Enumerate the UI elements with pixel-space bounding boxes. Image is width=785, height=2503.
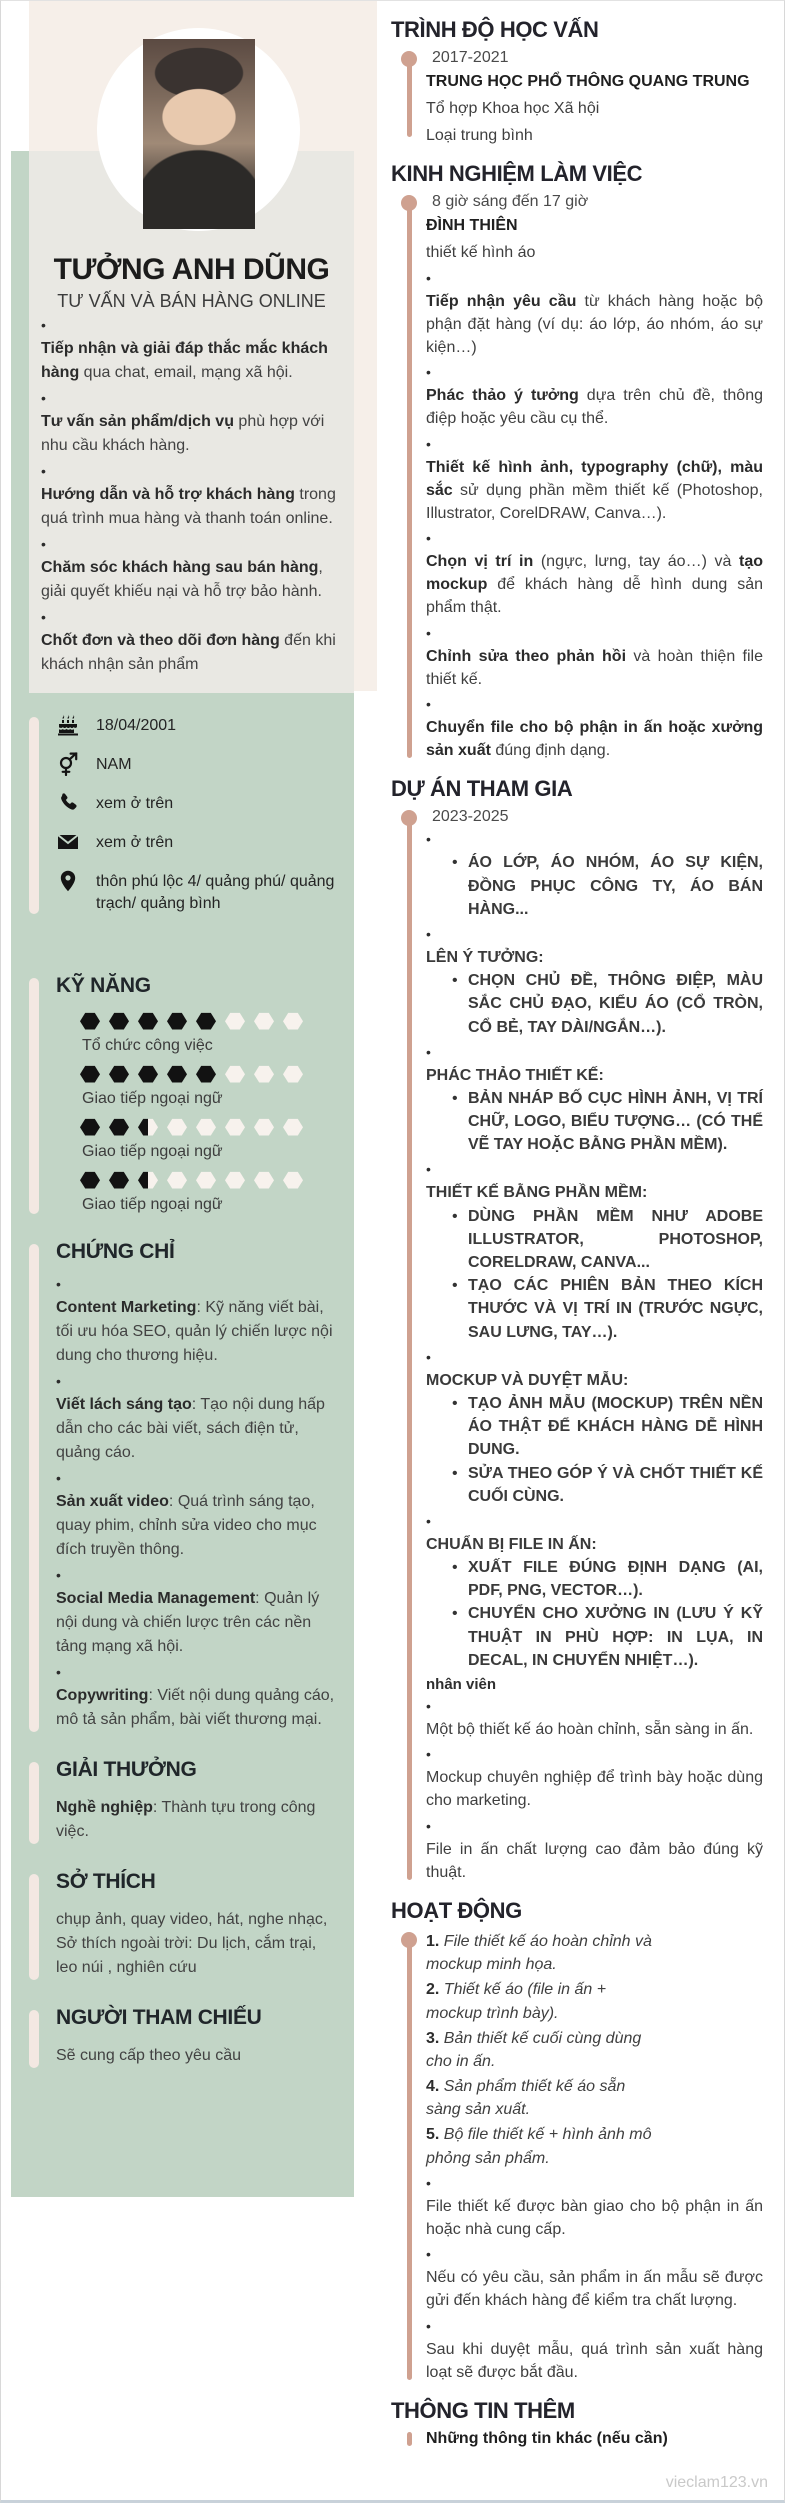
text-run: (ngực, lưng, tay áo…) và xyxy=(533,553,740,571)
skill-dot xyxy=(167,1065,187,1083)
list-item xyxy=(426,435,763,526)
list-item xyxy=(426,1817,763,1884)
bullet-marker: • xyxy=(41,317,46,333)
email-icon xyxy=(56,830,80,854)
hobbies-section xyxy=(29,1870,354,1980)
education-detail: Tổ hợp Khoa học Xã hội xyxy=(426,100,600,117)
bullet-marker: • xyxy=(56,1567,61,1584)
timeline-line xyxy=(407,818,412,1880)
project-output: Mockup chuyên nghiệp để trình bày hoặc dùng cho marketing. xyxy=(426,1769,763,1810)
activities-heading: HOẠT ĐỘNG xyxy=(391,1897,522,1923)
bullet-marker: • xyxy=(426,1746,431,1763)
text-run: Nghề nghiệp xyxy=(56,1799,153,1817)
bullet-marker: • xyxy=(426,831,431,848)
skill-dot xyxy=(138,1065,158,1083)
text-run: Bản thiết kế cuối cùng dùng cho in ấn. xyxy=(426,2029,642,2070)
more-info-heading: THÔNG TIN THÊM xyxy=(391,2397,575,2423)
project-sub-item: • ÁO LỚP, ÁO NHÓM, ÁO SỰ KIỆN, ĐỒNG PHỤC CÔNG TY, ÁO BÁN HÀNG... xyxy=(452,851,763,921)
projects-heading: DỰ ÁN THAM GIA xyxy=(391,776,573,802)
activities-section xyxy=(391,1930,763,2384)
skill-dot xyxy=(225,1065,245,1083)
contact-row xyxy=(56,713,338,737)
text-run: sử dụng phần mềm thiết kế (Photoshop, Illustrator, CorelDRAW, Canva…). xyxy=(426,481,763,522)
contact-row xyxy=(56,791,338,815)
list-item xyxy=(56,1375,338,1465)
list-item xyxy=(56,1569,338,1659)
more-info-section xyxy=(391,2430,763,2448)
contact-row xyxy=(56,830,338,854)
bullet-marker: • xyxy=(426,435,431,452)
text-run: phù hợp với nhu cầu khách hàng. xyxy=(41,413,325,454)
numbered-item xyxy=(426,2123,658,2169)
project-group-lead: THIẾT KẾ BẰNG PHẦN MỀM: xyxy=(426,1184,648,1202)
skill-dot xyxy=(196,1118,216,1136)
text-run: Chọn vị trí in xyxy=(426,553,534,571)
skill-dot xyxy=(225,1012,245,1030)
location-pin-icon xyxy=(56,869,80,893)
item-number: 2. xyxy=(426,1981,440,1999)
text-run: tạo mockup xyxy=(426,553,764,594)
skill-dot xyxy=(138,1012,158,1030)
text-run: đến khi khách nhận sản phẩm xyxy=(41,632,336,673)
timeline-dot xyxy=(401,195,417,211)
skill-label: Giao tiếp ngoại ngữ xyxy=(82,1143,223,1161)
list-item xyxy=(426,624,764,691)
text-run: Phác thảo ý tưởng xyxy=(426,387,579,405)
skill-dot xyxy=(196,1065,216,1083)
bullet-marker: • xyxy=(426,269,431,286)
timeline-line xyxy=(407,59,412,137)
bullet-marker: • xyxy=(426,1348,431,1365)
skill-dot xyxy=(254,1012,274,1030)
list-item xyxy=(41,465,338,531)
list-item xyxy=(41,538,338,604)
text-run: : Kỹ năng viết bài, tối ưu hóa SEO, quản lý chiến lược nội dung cho thương hiệu. xyxy=(56,1299,333,1365)
certificates-heading: CHỨNG CHỈ xyxy=(56,1240,175,1264)
text-run: trong quá trình mua hàng và thanh toán online. xyxy=(41,486,336,527)
skill-label: Giao tiếp ngoại ngữ xyxy=(82,1196,223,1214)
text-run: Tiếp nhận và giải đáp thắc mắc khách hàng xyxy=(41,340,328,381)
skill-row xyxy=(80,1065,338,1108)
bullet-marker: • xyxy=(426,925,431,942)
item-number: 1. xyxy=(426,1932,440,1950)
timeline-dot xyxy=(401,810,417,826)
skill-dot xyxy=(254,1118,274,1136)
text-run: qua chat, email, mạng xã hội. xyxy=(79,364,293,381)
list-item xyxy=(426,366,763,430)
skills-section xyxy=(29,974,354,1214)
skill-dot xyxy=(109,1171,129,1189)
list-item xyxy=(426,1748,763,1812)
text-run: : Quá trình sáng tạo, quay phim, chỉnh sửa video cho mục đích truyền thông. xyxy=(56,1493,317,1559)
project-group-lead: LÊN Ý TƯỞNG: xyxy=(426,948,544,966)
skill-dot xyxy=(167,1171,187,1189)
bullet-marker: • xyxy=(56,1276,61,1293)
candidate-name: TƯỞNG ANH DŨNG xyxy=(53,253,330,286)
bullet-marker: • xyxy=(41,390,46,406)
email-value: xem ở trên xyxy=(96,834,174,851)
certificates-section xyxy=(29,1240,354,1732)
item-number: 3. xyxy=(426,2029,440,2047)
experience-company: ĐÌNH THIÊN xyxy=(426,217,518,235)
skill-label: Tổ chức công việc xyxy=(82,1037,213,1055)
text-run: Chăm sóc khách hàng sau bán hàng xyxy=(41,559,319,576)
skill-dot xyxy=(138,1118,158,1136)
projects-period: 2023-2025 xyxy=(432,808,509,826)
timeline-dot xyxy=(401,51,417,67)
gender-value: NAM xyxy=(96,756,132,773)
text-run: Chỉnh sửa theo phản hồi xyxy=(426,647,627,665)
text-run: Hướng dẫn và hỗ trợ khách hàng xyxy=(41,486,295,503)
project-group xyxy=(426,925,763,1039)
education-period: 2017-2021 xyxy=(432,49,509,66)
experience-time: 8 giờ sáng đến 17 giờ xyxy=(432,193,589,211)
bullet-marker: • xyxy=(426,1043,431,1060)
project-sub-item: • DÙNG PHẦN MỀM NHƯ ADOBE ILLUSTRATOR, PHOTOSHOP, CORELDRAW, CANVA... xyxy=(452,1205,763,1275)
skill-dot xyxy=(80,1065,100,1083)
list-item xyxy=(41,392,338,458)
project-sub-item: • CHUYỂN CHO XƯỞNG IN (LƯU Ý KỸ THUẬT IN PHÙ HỢP: IN LỤA, IN DECAL, IN CHUYỂN NHIỆT…). xyxy=(452,1602,763,1672)
skill-dot xyxy=(225,1118,245,1136)
skill-dot xyxy=(167,1118,187,1136)
text-run: : Tạo nội dung hấp dẫn cho các bài viết, sách điện tử, quảng cáo. xyxy=(56,1396,325,1462)
skill-dot xyxy=(283,1012,303,1030)
project-sub-item: • BẢN NHÁP BỐ CỤC HÌNH ẢNH, VỊ TRÍ CHỮ, LOGO, BIỂU TƯỢNG… (CÓ THỂ VẼ TAY HOẶC BẰNG PHẦN MỀM). xyxy=(452,1087,763,1157)
timeline-line xyxy=(407,203,412,758)
bullet-marker: • xyxy=(56,1373,61,1390)
bullet-marker: • xyxy=(426,2317,431,2334)
bullet-marker: • xyxy=(426,624,431,641)
text-run: Content Marketing xyxy=(56,1299,197,1317)
project-group xyxy=(426,1512,763,1672)
project-group-lead: PHÁC THẢO THIẾT KẾ: xyxy=(426,1066,604,1084)
skill-dot xyxy=(138,1171,158,1189)
skill-row xyxy=(80,1012,338,1055)
project-sub-item: • XUẤT FILE ĐÚNG ĐỊNH DẠNG (AI, PDF, PNG, VECTOR…). xyxy=(452,1556,763,1602)
text-run: từ khách hàng hoặc bộ phận đặt hàng (ví dụ: áo lớp, áo nhóm, áo sự kiện…) xyxy=(426,292,763,356)
skill-dot xyxy=(283,1171,303,1189)
activities-numbered-list xyxy=(426,1930,658,2170)
project-group xyxy=(426,833,763,921)
bullet-marker: • xyxy=(41,463,46,479)
bullet-marker: • xyxy=(56,1470,61,1487)
list-item xyxy=(426,269,763,360)
education-school: TRUNG HỌC PHỔ THÔNG QUANG TRUNG xyxy=(426,73,750,90)
list-item xyxy=(426,1700,763,1741)
skill-label: Giao tiếp ngoại ngữ xyxy=(82,1090,223,1108)
bullet-marker: • xyxy=(426,2174,431,2191)
skill-dots xyxy=(80,1118,338,1136)
list-item xyxy=(426,2317,763,2384)
skill-dot xyxy=(109,1118,129,1136)
more-info-text: Những thông tin khác (nếu cần) xyxy=(426,2429,668,2447)
projects-section xyxy=(391,808,763,1884)
text-run: dựa trên chủ đề, thông điệp hoặc yêu cầu cụ thể. xyxy=(426,387,763,428)
address-value: thôn phú lộc 4/ quảng phú/ quảng trạch/ quảng bình xyxy=(96,873,335,912)
skill-dot xyxy=(109,1065,129,1083)
text-run: : Thành tựu trong công việc. xyxy=(56,1799,316,1841)
list-item xyxy=(41,319,338,385)
hobbies-text: chụp ảnh, quay video, hát, nghe nhạc, Sở thích ngoài trời: Du lịch, cắm trại, leo núi , nghiên cứu xyxy=(56,1911,328,1977)
awards-heading: GIẢI THƯỞNG xyxy=(56,1758,197,1782)
list-item xyxy=(426,532,763,620)
birthday-cake-icon xyxy=(56,713,80,737)
skill-dot xyxy=(80,1118,100,1136)
text-run: : Viết nội dung quảng cáo, mô tả sản phẩm, bài viết thương mại. xyxy=(56,1687,335,1729)
bullet-marker: • xyxy=(426,696,431,712)
phone-value: xem ở trên xyxy=(96,795,174,812)
text-run: Bộ file thiết kế + hình ảnh mô phỏng sản phẩm. xyxy=(426,2126,652,2167)
main-column xyxy=(391,17,763,2448)
project-sub-item: • CHỌN CHỦ ĐỀ, THÔNG ĐIỆP, MÀU SẮC CHỦ ĐẠO, KIỂU ÁO (CỔ TRÒN, CỔ BẺ, TAY DÀI/NGẮN…). xyxy=(452,969,763,1039)
experience-section xyxy=(391,193,763,762)
reference-heading: NGƯỜI THAM CHIẾU xyxy=(56,2006,262,2030)
text-run: để khách hàng dễ hình dung sản phẩm thật. xyxy=(426,576,763,617)
list-item xyxy=(41,611,338,677)
skill-dot xyxy=(196,1012,216,1030)
project-group-lead: CHUẨN BỊ FILE IN ẤN: xyxy=(426,1535,597,1553)
text-run: Tư vấn sản phẩm/dịch vụ xyxy=(41,413,234,430)
text-run: Thiết kế hình ảnh, typography (chữ), màu sắc xyxy=(426,458,763,499)
skill-dot xyxy=(196,1171,216,1189)
list-item xyxy=(426,2248,763,2312)
skill-dot xyxy=(80,1012,100,1030)
text-run: đúng định dạng. xyxy=(490,742,611,760)
list-item xyxy=(56,1278,338,1368)
contact-row xyxy=(56,752,338,776)
reference-section xyxy=(29,2006,354,2068)
skill-dot xyxy=(109,1012,129,1030)
contact-row xyxy=(56,869,338,914)
sidebar xyxy=(29,151,354,2068)
text-run: File thiết kế áo hoàn chỉnh và mockup minh họa. xyxy=(426,1932,652,1974)
skill-dots xyxy=(80,1012,338,1030)
skill-dot xyxy=(80,1171,100,1189)
birthday-value: 18/04/2001 xyxy=(96,717,177,734)
experience-heading: KINH NGHIỆM LÀM VIỆC xyxy=(391,161,643,187)
watermark: vieclam123.vn xyxy=(665,2474,768,2491)
list-item xyxy=(56,1666,338,1732)
project-group xyxy=(426,1348,763,1508)
text-run: Viết lách sáng tạo xyxy=(56,1396,192,1414)
skill-row xyxy=(80,1118,338,1161)
timeline-dot xyxy=(401,1932,417,1948)
timeline-line xyxy=(407,1940,412,2380)
contact-section xyxy=(29,713,354,914)
list-item xyxy=(426,2174,763,2241)
text-run: Tiếp nhận yêu cầu xyxy=(426,292,577,310)
numbered-item xyxy=(426,2075,658,2121)
bullet-marker: • xyxy=(426,1698,431,1714)
skill-dot xyxy=(254,1171,274,1189)
timeline-line xyxy=(407,2432,412,2446)
text-run: và hoàn thiện file thiết kế. xyxy=(426,647,764,688)
project-group xyxy=(426,1163,763,1343)
candidate-title: TƯ VẤN VÀ BÁN HÀNG ONLINE xyxy=(57,291,326,311)
skill-dot xyxy=(283,1065,303,1083)
skill-dots xyxy=(80,1171,338,1189)
item-number: 4. xyxy=(426,2078,440,2096)
text-run: Chốt đơn và theo dõi đơn hàng xyxy=(41,632,280,649)
bullet-marker: • xyxy=(41,536,46,552)
activity-note: Nếu có yêu cầu, sản phẩm in ấn mẫu sẽ được gửi đến khách hàng để kiểm tra chất lượng. xyxy=(426,2269,763,2310)
text-run: , giải quyết khiếu nại và hỗ trợ bảo hành. xyxy=(41,559,323,600)
bullet-marker: • xyxy=(426,530,431,547)
project-group xyxy=(426,1043,763,1157)
awards-section xyxy=(29,1758,354,1844)
experience-role: thiết kế hình áo xyxy=(426,244,536,262)
bullet-marker: • xyxy=(426,2246,431,2263)
phone-icon xyxy=(56,791,80,815)
item-number: 5. xyxy=(426,2126,440,2144)
project-output: Một bộ thiết kế áo hoàn chỉnh, sẵn sàng in ấn. xyxy=(426,1721,754,1738)
list-item xyxy=(426,698,763,762)
project-output: File in ấn chất lượng cao đảm bảo đúng kỹ thuật. xyxy=(426,1840,763,1881)
bullet-marker: • xyxy=(426,1817,431,1834)
reference-text: Sẽ cung cấp theo yêu cầu xyxy=(56,2047,242,2065)
education-section xyxy=(391,49,763,147)
activity-note: Sau khi duyệt mẫu, quá trình sản xuất hàng loạt sẽ được bắt đầu. xyxy=(426,2340,763,2381)
projects-role-note: nhân viên xyxy=(426,1676,497,1693)
text-run: Sản phẩm thiết kế áo sẵn sàng sản xuất. xyxy=(426,2078,626,2119)
hobbies-heading: SỞ THÍCH xyxy=(56,1870,156,1894)
numbered-item xyxy=(426,1930,658,1976)
skill-row xyxy=(80,1171,338,1214)
bullet-marker: • xyxy=(56,1664,61,1681)
bullet-marker: • xyxy=(426,1161,431,1178)
text-run: : Quản lý nội dung và chiến lược trên các nền tảng mạng xã hội. xyxy=(56,1590,320,1656)
text-run: Copywriting xyxy=(56,1687,149,1705)
skill-dot xyxy=(283,1118,303,1136)
activity-note: File thiết kế được bàn giao cho bộ phận in ấn hoặc nhà cung cấp. xyxy=(426,2197,763,2238)
gender-icon xyxy=(56,752,80,776)
education-detail: Loại trung bình xyxy=(426,127,533,145)
summary-duties xyxy=(29,319,354,677)
numbered-item xyxy=(426,2027,658,2073)
text-run: Social Media Management xyxy=(56,1590,256,1608)
education-heading: TRÌNH ĐỘ HỌC VẤN xyxy=(391,17,599,42)
skill-dot xyxy=(167,1012,187,1030)
skill-dot xyxy=(254,1065,274,1083)
skills-heading: KỸ NĂNG xyxy=(56,974,151,998)
skill-dots xyxy=(80,1065,338,1083)
bullet-marker: • xyxy=(426,364,431,381)
bullet-marker: • xyxy=(426,1512,431,1529)
project-group-lead: MOCKUP VÀ DUYỆT MẪU: xyxy=(426,1371,629,1389)
text-run: Chuyển file cho bộ phận in ấn hoặc xưởng sản xuất xyxy=(426,719,763,760)
numbered-item xyxy=(426,1978,658,2024)
text-run: Thiết kế áo (file in ấn + mockup trình bày). xyxy=(426,1981,607,2022)
project-sub-item: • TẠO CÁC PHIÊN BẢN THEO KÍCH THƯỚC VÀ VỊ TRÍ IN (TRƯỚC NGỰC, SAU LƯNG, TAY…). xyxy=(452,1274,763,1344)
skill-dot xyxy=(225,1171,245,1189)
text-run: Sản xuất video xyxy=(56,1493,169,1511)
project-sub-item: • SỬA THEO GÓP Ý VÀ CHỐT THIẾT KẾ CUỐI CÙNG. xyxy=(452,1462,763,1508)
bullet-marker: • xyxy=(41,609,46,625)
project-sub-item: • TẠO ẢNH MẪU (MOCKUP) TRÊN NỀN ÁO THẬT ĐỂ KHÁCH HÀNG DỄ HÌNH DUNG. xyxy=(452,1392,763,1462)
list-item xyxy=(56,1472,338,1562)
